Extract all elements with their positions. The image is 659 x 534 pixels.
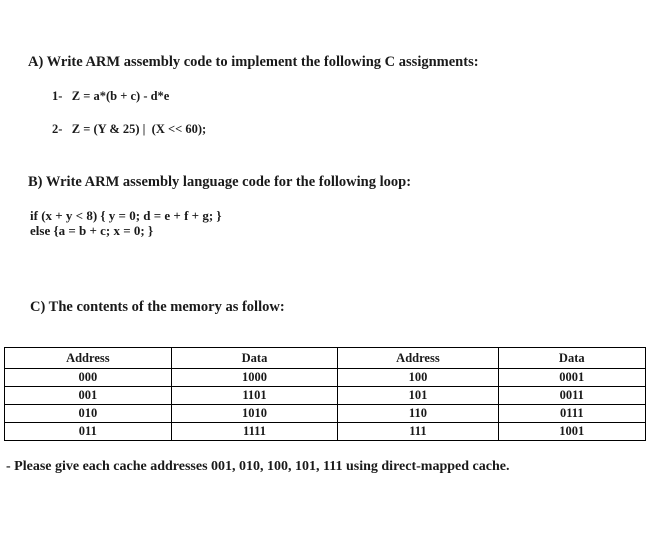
table-row [5,423,646,441]
table-cell-address: 111 [338,423,498,441]
column-header-address: Address [5,348,172,369]
table-cell-data: 0011 [498,387,645,405]
table-cell-data: 0001 [498,369,645,387]
column-header-data: Data [171,348,338,369]
section-b-code-line-2: else {a = b + c; x = 0; } [30,223,154,238]
cache-question-note: - Please give each cache addresses 001, 010, 100, 101, 111 using direct-mapped cache. [6,459,510,474]
section-b-heading: B) Write ARM assembly language code for the following loop: [28,174,412,190]
table-cell-address: 110 [338,405,498,423]
section-c-heading: C) The contents of the memory as follow: [30,299,285,315]
table-cell-data: 0111 [498,405,645,423]
table-cell-data: 1010 [171,405,338,423]
table-cell-data: 1111 [171,423,338,441]
table-row [5,387,646,405]
section-a-item-1: 1- Z = a*(b + c) - d*e [52,89,170,103]
section-a-item-2: 2- Z = (Y & 25) | (X << 60); [52,122,207,136]
section-b-code-line-1: if (x + y < 8) { y = 0; d = e + f + g; } [30,208,222,223]
table-cell-address: 011 [5,423,172,441]
table-cell-data: 1101 [171,387,338,405]
table-cell-data: 1001 [498,423,645,441]
table-cell-data: 1000 [171,369,338,387]
column-header-address: Address [338,348,498,369]
table-cell-address: 100 [338,369,498,387]
table-cell-address: 010 [5,405,172,423]
table-cell-address: 000 [5,369,172,387]
table-cell-address: 001 [5,387,172,405]
table-row [5,405,646,423]
section-a-heading: A) Write ARM assembly code to implement the following C assignments: [28,54,479,70]
column-header-data: Data [498,348,645,369]
memory-table [4,347,646,441]
memory-table-header-row [5,348,646,369]
table-row [5,369,646,387]
table-cell-address: 101 [338,387,498,405]
